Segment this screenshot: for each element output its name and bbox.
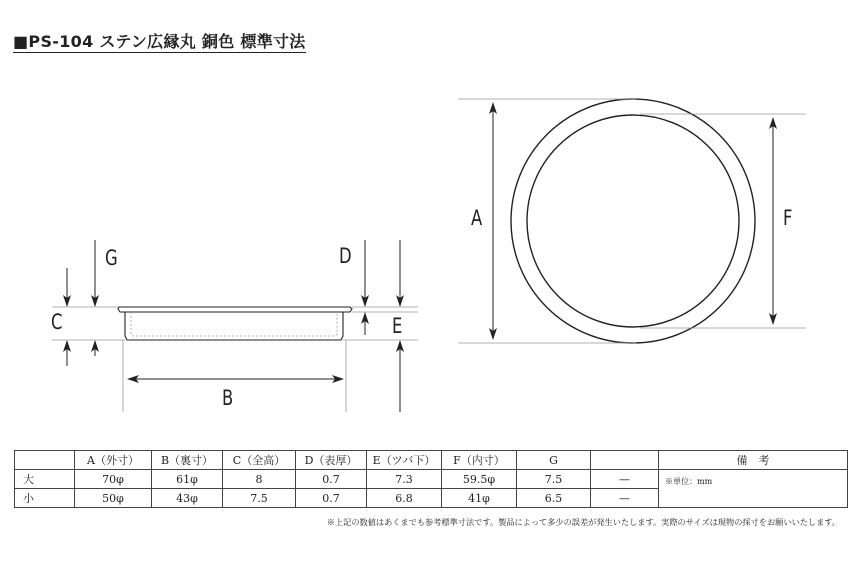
- page-title: ■PS-104 ステン広縁丸 銅色 標準寸法: [13, 32, 306, 51]
- dimension-label-g: G: [105, 246, 118, 270]
- header-cell-remarks: 備 考: [659, 451, 848, 470]
- header-cell: D（表厚）: [296, 451, 367, 470]
- dimension-label-e: E: [392, 314, 403, 338]
- header-cell: C（全高）: [223, 451, 296, 470]
- header-cell: [591, 451, 659, 470]
- table-cell: 7.3: [367, 470, 442, 489]
- outer-ring: [511, 99, 755, 343]
- table-cell: 43φ: [152, 489, 223, 508]
- header-cell: B（裏寸）: [152, 451, 223, 470]
- table-cell: 0.7: [296, 470, 367, 489]
- dimension-label-f: F: [783, 206, 793, 230]
- dimension-label-a: A: [471, 206, 483, 230]
- table-cell: 6.5: [517, 489, 591, 508]
- row-label: 大: [15, 470, 75, 489]
- table-cell: 59.5φ: [442, 470, 517, 489]
- extension-lines: [52, 307, 418, 412]
- table-cell: 6.8: [367, 489, 442, 508]
- table-cell: 0.7: [296, 489, 367, 508]
- header-cell: G: [517, 451, 591, 470]
- inner-ring: [527, 115, 739, 327]
- table-cell: 8: [223, 470, 296, 489]
- spec-table: [14, 450, 848, 508]
- top-view: [511, 99, 755, 343]
- table-cell: 70φ: [75, 470, 152, 489]
- hidden-line: [131, 312, 337, 336]
- row-label: 小: [15, 489, 75, 508]
- table-row: [15, 470, 848, 489]
- table-cell: —: [591, 470, 659, 489]
- table-cell: 7.5: [223, 489, 296, 508]
- table-cell: 7.5: [517, 470, 591, 489]
- header-cell: F（内寸）: [442, 451, 517, 470]
- table-cell: —: [591, 489, 659, 508]
- dimension-label-b: B: [222, 386, 234, 410]
- footnote: ※上記の数値はあくまでも参考標準寸法です。製品によって多少の誤差が発生いたします。実際のサイズは現物の採寸をお願いいたします。: [326, 517, 840, 527]
- flange-outline: [118, 307, 352, 312]
- header-cell: A（外寸）: [75, 451, 152, 470]
- table-header-row: [15, 451, 848, 470]
- side-view: [118, 307, 352, 340]
- table-cell: 61φ: [152, 470, 223, 489]
- dimension-label-c: C: [51, 310, 63, 334]
- table-cell: 41φ: [442, 489, 517, 508]
- dimension-label-d: D: [339, 244, 352, 268]
- header-cell: [15, 451, 75, 470]
- header-cell: E（ツバ下）: [367, 451, 442, 470]
- table-cell: 50φ: [75, 489, 152, 508]
- remarks-note: ※単位：mm: [659, 470, 848, 508]
